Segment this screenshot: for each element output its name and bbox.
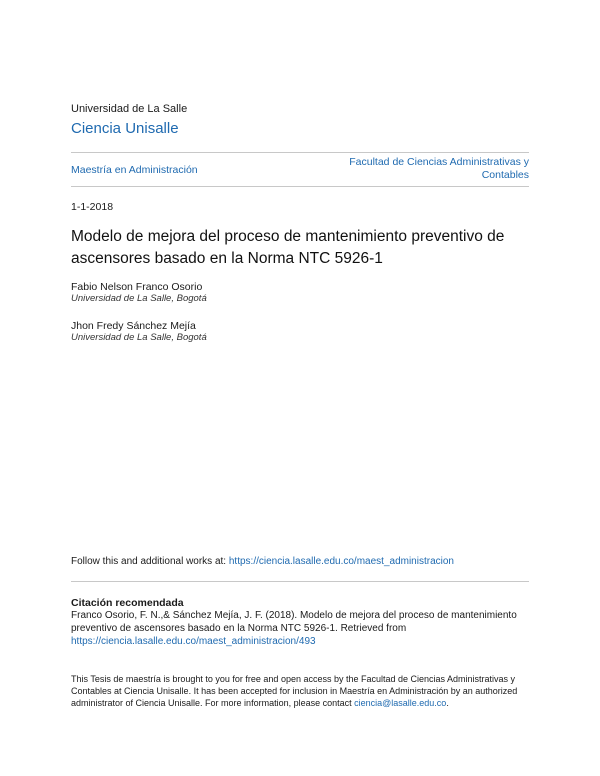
faculty-line-2: Contables <box>481 169 529 181</box>
faculty-line-1: Facultad de Ciencias Administrativas y <box>349 156 529 168</box>
publication-date: 1-1-2018 <box>71 201 114 213</box>
follow-line <box>71 556 454 567</box>
faculty-link[interactable] <box>299 156 529 182</box>
document-title: Modelo de mejora del proceso de mantenimiento preventivo de ascensores basado en la Norma NTC 5926-1 <box>71 228 505 267</box>
citation-text: Franco Osorio, F. N.,& Sánchez Mejía, J. F. (2018). Modelo de mejora del proceso de mantenimiento preventivo de ascensores basado en la Norma NTC 5926-1. Retrieved from <box>71 610 517 634</box>
institution-name: Universidad de La Salle <box>71 103 188 115</box>
notice-text: This Tesis de maestría is brought to you for free and open access by the Facultad de Ciencias Administrativas y Contables at Ciencia Unisalle. It has been accepted for inclusion in Maestría en Administración by an authorized administrator of Ciencia Unisalle. For more information, please contact <box>71 674 518 708</box>
divider-top <box>71 152 529 153</box>
author-name: Fabio Nelson Franco Osorio <box>71 281 203 293</box>
repository-link[interactable]: Ciencia Unisalle <box>71 120 179 137</box>
divider-citation <box>71 581 529 582</box>
divider-nav <box>71 186 529 187</box>
author-block-2 <box>71 320 207 343</box>
citation-link[interactable]: https://ciencia.lasalle.edu.co/maest_administracion/493 <box>71 636 316 647</box>
citation-text-block <box>71 609 531 648</box>
collection-link[interactable]: https://ciencia.lasalle.edu.co/maest_administracion <box>228 556 454 567</box>
citation-heading: Citación recomendada <box>71 597 184 609</box>
author-affiliation: Universidad de La Salle, Bogotá <box>71 332 207 343</box>
author-block-1 <box>71 281 207 304</box>
access-notice <box>71 673 531 709</box>
author-affiliation: Universidad de La Salle, Bogotá <box>71 293 207 304</box>
contact-email-link[interactable]: ciencia@lasalle.edu.co <box>354 698 447 708</box>
author-name: Jhon Fredy Sánchez Mejía <box>71 320 196 332</box>
program-link[interactable]: Maestría en Administración <box>71 164 198 176</box>
follow-text: Follow this and additional works at: <box>71 556 229 567</box>
notice-end: . <box>446 698 449 708</box>
